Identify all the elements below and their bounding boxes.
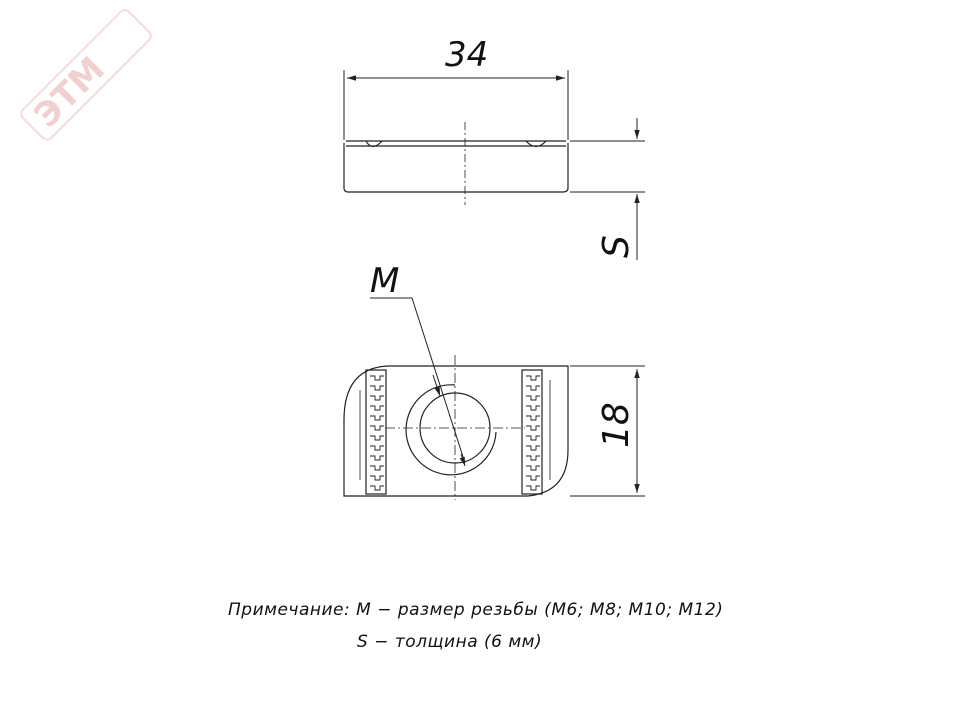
thickness-label: S [596,235,637,258]
note-thread-size: Примечание: М − размер резьбы (М6; М8; М10; М12) [228,600,724,620]
serration-right [526,376,540,490]
serration-left [370,376,384,490]
threaded-hole [385,355,525,500]
width-dimension [344,70,568,140]
thread-leader [370,298,465,466]
front-view [344,366,568,496]
width-label: 34 [445,35,489,75]
height-label: 18 [596,402,637,448]
watermark-text: ЭТМ [26,49,113,136]
note-thickness: S − толщина (6 мм) [357,632,543,652]
top-view [344,122,568,205]
thread-label: M [370,261,400,301]
watermark-logo [19,8,154,143]
